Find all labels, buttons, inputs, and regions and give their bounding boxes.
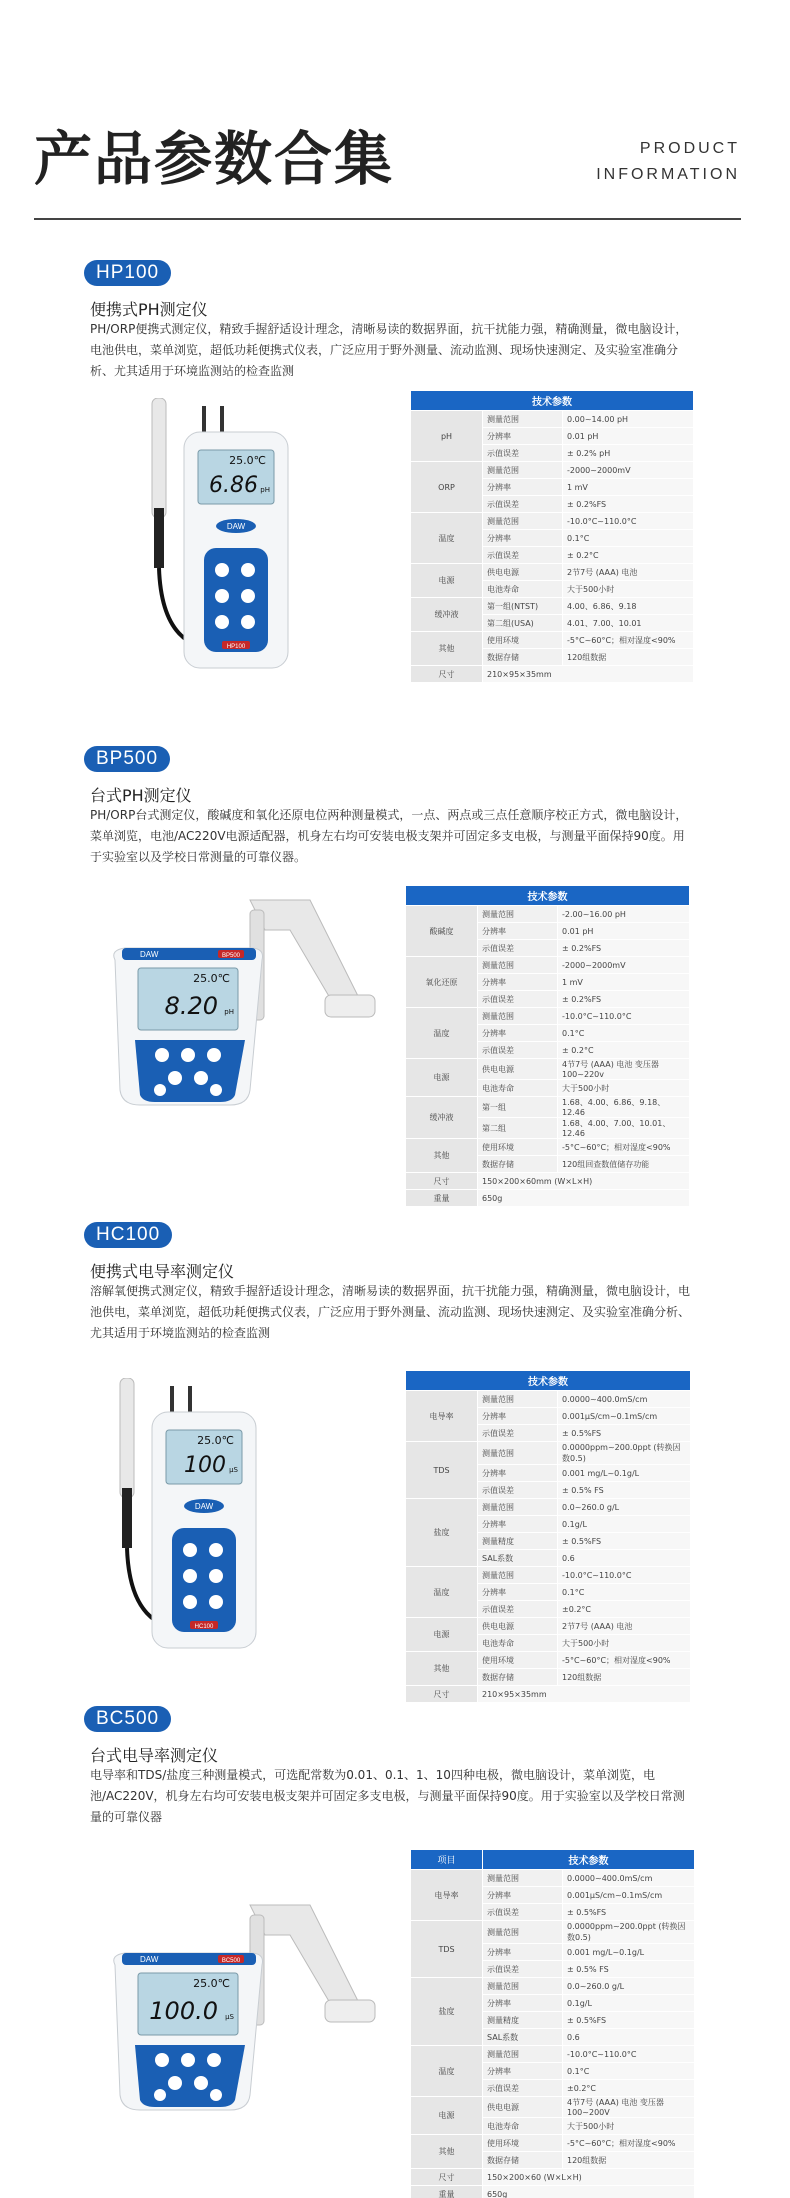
spec-value: ± 0.2%FS <box>558 991 690 1008</box>
spec-row <box>406 1499 691 1516</box>
spec-row <box>411 411 694 428</box>
spec-category: 其他 <box>406 1139 478 1173</box>
spec-category: 缓冲液 <box>411 598 483 632</box>
spec-value: -10.0°C~110.0°C <box>563 513 694 530</box>
spec-value: 0.6 <box>558 1550 691 1567</box>
spec-param: 示值误差 <box>478 1482 558 1499</box>
spec-row <box>411 2097 695 2118</box>
product-description: 溶解氧便携式测定仪，精致手握舒适设计理念，清晰易读的数据界面，抗干扰能力强，精确测量，微电脑设计，电池供电，菜单浏览，超低功耗便携式仪表，广泛应用于野外测量、流动监测、现场快速测定、及实验室准确分析、尤其适用于环境监测站的检查监测 <box>90 1284 691 1340</box>
lcd-temperature: 25.0℃ <box>193 972 230 985</box>
spec-param: 测量范围 <box>483 2046 563 2063</box>
spec-value: 120组回查数值储存功能 <box>558 1156 690 1173</box>
spec-value: 0.1g/L <box>563 1995 695 2012</box>
spec-row <box>406 1059 690 1080</box>
spec-value: 650g <box>483 2186 695 2198</box>
spec-param: 数据存储 <box>478 1156 558 1173</box>
model-label: HP100 <box>226 644 246 650</box>
keypad-button <box>209 1595 223 1609</box>
spec-category: 其他 <box>411 632 483 666</box>
spec-category: 其他 <box>406 1652 478 1686</box>
page-title: 产品参数合集 <box>34 125 395 193</box>
spec-value: 120组数据 <box>563 2152 695 2169</box>
spec-param: 分辨率 <box>478 923 558 940</box>
product-description: PH/ORP台式测定仪，酸碱度和氧化还原电位两种测量模式，一点、两点或三点任意顺序校正方式，微电脑设计，菜单浏览，电池/AC220V电源适配器，机身左右均可安装电极支架并可固定多支电极，与测量平面保持90度。用于实验室以及学校日常测量的可靠仪器。 <box>90 808 688 864</box>
spec-value: -5°C~60°C；相对湿度<90% <box>563 632 694 649</box>
keypad-button <box>194 1071 208 1085</box>
spec-header-item: 项目 <box>411 1850 483 1870</box>
spec-value: ± 0.2%FS <box>563 496 694 513</box>
lcd-reading: 6.86 <box>209 473 258 498</box>
spec-header-title: 技术参数 <box>483 1850 695 1870</box>
spec-param: 测量范围 <box>478 1499 558 1516</box>
spec-row <box>406 1139 690 1156</box>
spec-param: 电池寿命 <box>483 2118 563 2135</box>
spec-category: 电源 <box>406 1618 478 1652</box>
keypad-button <box>168 1071 182 1085</box>
spec-row <box>411 2169 695 2186</box>
spec-param: 测量精度 <box>483 2012 563 2029</box>
product-name: 台式PH测定仪 <box>90 786 192 805</box>
spec-param: 分辨率 <box>478 1584 558 1601</box>
product-image <box>100 890 390 1110</box>
keypad-button <box>241 589 255 603</box>
lcd-unit: μS <box>229 1466 238 1474</box>
spec-category: 温度 <box>406 1008 478 1059</box>
product-badge: HP100 <box>84 260 171 286</box>
spec-param: 第二组 <box>478 1118 558 1139</box>
product-badge: HC100 <box>84 1222 172 1248</box>
spec-header-title: 技术参数 <box>411 391 694 411</box>
spec-param: 测量范围 <box>478 1442 558 1465</box>
spec-param: 测量范围 <box>478 1567 558 1584</box>
spec-value: 0.0000ppm~200.0ppt (转换因数0.5) <box>563 1921 695 1944</box>
spec-param: 数据存储 <box>483 649 563 666</box>
spec-value: 0.001 mg/L~0.1g/L <box>563 1944 695 1961</box>
spec-value: 2节7号 (AAA) 电池 <box>563 564 694 581</box>
electrode-handle <box>122 1488 132 1548</box>
product-badge: BP500 <box>84 746 170 772</box>
spec-param: SAL系数 <box>478 1550 558 1567</box>
spec-value: 0.00~14.00 pH <box>563 411 694 428</box>
spec-param: 供电电源 <box>483 564 563 581</box>
spec-row <box>411 1921 695 1944</box>
spec-value: 0.01 pH <box>563 428 694 445</box>
spec-value: 0.0~260.0 g/L <box>563 1978 695 1995</box>
spec-value: 0.1°C <box>558 1025 690 1042</box>
keypad-button <box>215 615 229 629</box>
spec-value: 4节7号 (AAA) 电池 变压器100~200V <box>563 2097 695 2118</box>
spec-value: -2000~2000mV <box>558 957 690 974</box>
spec-row <box>411 598 694 615</box>
model-label: BC500 <box>221 1958 241 1964</box>
spec-row <box>411 2135 695 2152</box>
keypad-button <box>210 1084 222 1096</box>
spec-header-title: 技术参数 <box>406 1371 691 1391</box>
spec-value: 4.01、7.00、10.01 <box>563 615 694 632</box>
keypad-button <box>241 563 255 577</box>
spec-value: 1 mV <box>563 479 694 496</box>
keypad-button <box>154 1084 166 1096</box>
spec-category: 尺寸 <box>411 2169 483 2186</box>
spec-category: 重量 <box>411 2186 483 2198</box>
spec-category: 缓冲液 <box>406 1097 478 1139</box>
spec-value: 120组数据 <box>558 1669 691 1686</box>
spec-category: 电导率 <box>406 1391 478 1442</box>
spec-param: SAL系数 <box>483 2029 563 2046</box>
spec-value: 1.68、4.00、7.00、10.01、12.46 <box>558 1118 690 1139</box>
spec-param: 测量范围 <box>478 906 558 923</box>
spec-row <box>406 1567 691 1584</box>
spec-category: 酸碱度 <box>406 906 478 957</box>
spec-param: 分辨率 <box>483 1944 563 1961</box>
spec-category: 电源 <box>411 2097 483 2135</box>
spec-value: ± 0.2% pH <box>563 445 694 462</box>
spec-value: 大于500小时 <box>558 1080 690 1097</box>
spec-param: 示值误差 <box>478 1042 558 1059</box>
spec-category: 重量 <box>406 1190 478 1207</box>
spec-param: 分辨率 <box>478 1025 558 1042</box>
spec-param: 示值误差 <box>478 1601 558 1618</box>
spec-param: 使用环境 <box>483 632 563 649</box>
spec-param: 示值误差 <box>483 445 563 462</box>
keypad-button <box>155 1048 169 1062</box>
spec-value: 4节7号 (AAA) 电池 变压器100~220v <box>558 1059 690 1080</box>
keypad-button <box>168 2076 182 2090</box>
spec-value: -5°C~60°C；相对湿度<90% <box>558 1652 691 1669</box>
spec-row <box>406 1008 690 1025</box>
lcd-temperature: 25.0℃ <box>193 1977 230 1990</box>
lcd-temperature: 25.0℃ <box>197 1434 234 1447</box>
spec-value: 0.001μS/cm~0.1mS/cm <box>563 1887 695 1904</box>
spec-value: 0.1°C <box>563 2063 695 2080</box>
spec-row <box>406 1173 690 1190</box>
keypad-button <box>194 2076 208 2090</box>
spec-row <box>406 957 690 974</box>
spec-value: 120组数据 <box>563 649 694 666</box>
spec-category: 盐度 <box>406 1499 478 1567</box>
spec-value: 0.0000ppm~200.0ppt (转换因数0.5) <box>558 1442 691 1465</box>
keypad-button <box>183 1569 197 1583</box>
lcd-temperature: 25.0℃ <box>229 454 266 467</box>
spec-row <box>406 1652 691 1669</box>
spec-category: 电导率 <box>411 1870 483 1921</box>
product-name: 便携式PH测定仪 <box>90 300 208 319</box>
spec-header-title: 技术参数 <box>406 886 690 906</box>
spec-value: 大于500小时 <box>563 2118 695 2135</box>
page-subtitle <box>596 136 740 188</box>
spec-category: 盐度 <box>411 1978 483 2046</box>
spec-table-header <box>411 391 694 411</box>
keypad-button <box>241 615 255 629</box>
keypad-button <box>181 2053 195 2067</box>
lcd-unit: pH <box>224 1008 234 1016</box>
spec-value: 0.001 mg/L~0.1g/L <box>558 1465 691 1482</box>
lcd-reading: 8.20 <box>164 992 218 1020</box>
spec-value: 2节7号 (AAA) 电池 <box>558 1618 691 1635</box>
spec-value: 大于500小时 <box>558 1635 691 1652</box>
spec-param: 测量精度 <box>478 1533 558 1550</box>
spec-param: 示值误差 <box>478 1425 558 1442</box>
spec-param: 使用环境 <box>478 1652 558 1669</box>
spec-param: 示值误差 <box>478 940 558 957</box>
spec-category: 温度 <box>411 513 483 564</box>
spec-param: 使用环境 <box>483 2135 563 2152</box>
keypad-panel <box>172 1528 236 1632</box>
product-badge: BC500 <box>84 1706 171 1732</box>
spec-param: 电池寿命 <box>478 1080 558 1097</box>
spec-param: 示值误差 <box>478 991 558 1008</box>
keypad-button <box>215 589 229 603</box>
spec-row <box>406 1442 691 1465</box>
spec-param: 示值误差 <box>483 547 563 564</box>
spec-value: ± 0.5% FS <box>563 1961 695 1978</box>
spec-param: 第一组 <box>478 1097 558 1118</box>
spec-row <box>411 1870 695 1887</box>
keypad-button <box>210 2089 222 2101</box>
product-description: 电导率和TDS/盐度三种测量模式，可选配常数为0.01、0.1、1、10四种电极，微电脑设计，菜单浏览，电池/AC220V，机身左右均可安装电极支架并可固定多支电极，与测量平面保持90度。用于实验室以及学校日常测量的可靠仪器 <box>90 1768 685 1824</box>
spec-value: -10.0°C~110.0°C <box>558 1008 690 1025</box>
spec-value: 0.1°C <box>558 1584 691 1601</box>
spec-param: 分辨率 <box>483 428 563 445</box>
page-header <box>0 0 790 222</box>
product-image <box>100 1895 390 2110</box>
spec-value: -10.0°C~110.0°C <box>563 2046 695 2063</box>
subtitle-line-2: INFORMATION <box>596 166 740 183</box>
spec-param: 分辨率 <box>478 1408 558 1425</box>
spec-category: pH <box>411 411 483 462</box>
spec-value: 0.0000~400.0mS/cm <box>558 1391 691 1408</box>
keypad-button <box>183 1595 197 1609</box>
keypad-button <box>181 1048 195 1062</box>
spec-param: 电池寿命 <box>483 581 563 598</box>
product-name: 台式电导率测定仪 <box>90 1746 219 1765</box>
electrode-holder <box>325 995 375 1017</box>
spec-param: 数据存储 <box>483 2152 563 2169</box>
spec-value: 0.6 <box>563 2029 695 2046</box>
spec-param: 示值误差 <box>483 496 563 513</box>
spec-value: 0.0000~400.0mS/cm <box>563 1870 695 1887</box>
spec-value: -2000~2000mV <box>563 462 694 479</box>
spec-value: 1 mV <box>558 974 690 991</box>
subtitle-line-1: PRODUCT <box>639 140 740 157</box>
spec-param: 示值误差 <box>483 1961 563 1978</box>
spec-row <box>406 1190 690 1207</box>
electrode-handle <box>154 508 164 568</box>
spec-param: 测量范围 <box>483 1978 563 1995</box>
spec-param: 供电电源 <box>478 1618 558 1635</box>
spec-category: 尺寸 <box>406 1173 478 1190</box>
spec-row <box>406 1097 690 1118</box>
spec-value: 0.01 pH <box>558 923 690 940</box>
spec-category: 电源 <box>411 564 483 598</box>
spec-value: ±0.2°C <box>558 1601 691 1618</box>
spec-value: ± 0.5% FS <box>558 1482 691 1499</box>
spec-param: 示值误差 <box>483 2080 563 2097</box>
spec-param: 分辨率 <box>483 479 563 496</box>
spec-value: ± 0.5%FS <box>563 1904 695 1921</box>
model-label: HC100 <box>194 1624 214 1630</box>
spec-param: 数据存储 <box>478 1669 558 1686</box>
spec-value: 0.1g/L <box>558 1516 691 1533</box>
product-image <box>110 1378 300 1658</box>
spec-value: 4.00、6.86、9.18 <box>563 598 694 615</box>
spec-param: 分辨率 <box>483 1995 563 2012</box>
spec-value: 大于500小时 <box>563 581 694 598</box>
product-image <box>142 398 332 668</box>
spec-category: 电源 <box>406 1059 478 1097</box>
spec-category: 氧化还原 <box>406 957 478 1008</box>
spec-value: ± 0.2°C <box>563 547 694 564</box>
electrode-probe <box>120 1378 134 1498</box>
spec-category: 尺寸 <box>406 1686 478 1703</box>
spec-category: ORP <box>411 462 483 513</box>
spec-param: 示值误差 <box>483 1904 563 1921</box>
spec-param: 分辨率 <box>483 530 563 547</box>
spec-category: TDS <box>411 1921 483 1978</box>
lcd-unit: μS <box>225 2013 234 2021</box>
lcd-reading: 100 <box>184 1453 226 1478</box>
keypad-button <box>207 1048 221 1062</box>
spec-param: 分辨率 <box>483 1887 563 1904</box>
spec-param: 第一组(NTST) <box>483 598 563 615</box>
spec-category: 尺寸 <box>411 666 483 683</box>
spec-value: ± 0.5%FS <box>563 2012 695 2029</box>
brand-name: DAW <box>140 1955 159 1964</box>
model-label: BP500 <box>221 953 241 959</box>
spec-value: 1.68、4.00、6.86、9.18、12.46 <box>558 1097 690 1118</box>
brand-name: DAW <box>140 950 159 959</box>
spec-row <box>411 666 694 683</box>
spec-value: ± 0.5%FS <box>558 1425 691 1442</box>
brand-name: DAW <box>194 1502 214 1511</box>
spec-category: TDS <box>406 1442 478 1499</box>
spec-value: 0.001μS/cm~0.1mS/cm <box>558 1408 691 1425</box>
spec-param: 供电电源 <box>483 2097 563 2118</box>
spec-value: -5°C~60°C；相对湿度<90% <box>558 1139 690 1156</box>
spec-row <box>411 2046 695 2063</box>
spec-category: 温度 <box>406 1567 478 1618</box>
spec-value: 150×200×60 (W×L×H) <box>483 2169 695 2186</box>
spec-param: 使用环境 <box>478 1139 558 1156</box>
spec-row <box>411 462 694 479</box>
keypad-panel <box>204 548 268 652</box>
spec-value: 210×95×35mm <box>483 666 694 683</box>
spec-table <box>410 1849 695 2198</box>
keypad-button <box>207 2053 221 2067</box>
spec-param: 测量范围 <box>483 513 563 530</box>
spec-param: 分辨率 <box>478 1516 558 1533</box>
spec-value: ± 0.5%FS <box>558 1533 691 1550</box>
keypad-button <box>209 1569 223 1583</box>
keypad-button <box>155 2053 169 2067</box>
spec-table-header <box>411 1850 695 1870</box>
spec-param: 第二组(USA) <box>483 615 563 632</box>
spec-value: 210×95×35mm <box>478 1686 691 1703</box>
spec-table <box>410 390 694 683</box>
spec-row <box>406 906 690 923</box>
spec-value: ±0.2°C <box>563 2080 695 2097</box>
spec-param: 供电电源 <box>478 1059 558 1080</box>
spec-param: 分辨率 <box>483 2063 563 2080</box>
spec-param: 测量范围 <box>478 1008 558 1025</box>
lcd-unit: pH <box>260 486 270 494</box>
spec-param: 测量范围 <box>478 1391 558 1408</box>
electrode-holder <box>325 2000 375 2022</box>
spec-param: 分辨率 <box>478 1465 558 1482</box>
spec-param: 测量范围 <box>483 1921 563 1944</box>
spec-row <box>406 1391 691 1408</box>
spec-value: -5°C~60°C；相对湿度<90% <box>563 2135 695 2152</box>
spec-table-header <box>406 1371 691 1391</box>
spec-row <box>411 564 694 581</box>
spec-row <box>411 1978 695 1995</box>
spec-param: 分辨率 <box>478 974 558 991</box>
brand-name: DAW <box>226 522 246 531</box>
product-name: 便携式电导率测定仪 <box>90 1262 235 1281</box>
spec-table-header <box>406 886 690 906</box>
spec-row <box>411 513 694 530</box>
spec-category: 其他 <box>411 2135 483 2169</box>
spec-param: 电池寿命 <box>478 1635 558 1652</box>
spec-value: -2.00~16.00 pH <box>558 906 690 923</box>
spec-table <box>405 1370 691 1703</box>
keypad-button <box>183 1543 197 1557</box>
spec-param: 测量范围 <box>483 1870 563 1887</box>
spec-value: 0.0~260.0 g/L <box>558 1499 691 1516</box>
spec-value: 650g <box>478 1190 690 1207</box>
spec-value: -10.0°C~110.0°C <box>558 1567 691 1584</box>
spec-param: 测量范围 <box>483 411 563 428</box>
spec-row <box>406 1618 691 1635</box>
keypad-button <box>209 1543 223 1557</box>
spec-value: 150×200×60mm (W×L×H) <box>478 1173 690 1190</box>
spec-value: 0.1°C <box>563 530 694 547</box>
product-description: PH/ORP便携式测定仪，精致手握舒适设计理念，清晰易读的数据界面，抗干扰能力强，精确测量，微电脑设计，电池供电，菜单浏览，超低功耗便携式仪表，广泛应用于野外测量、流动监测、现场快速测定、及实验室准确分析、尤其适用于环境监测站的检查监测 <box>90 322 688 378</box>
spec-value: ± 0.2%FS <box>558 940 690 957</box>
spec-param: 测量范围 <box>478 957 558 974</box>
electrode-probe <box>152 398 166 518</box>
spec-row <box>411 2186 695 2198</box>
keypad-button <box>215 563 229 577</box>
spec-value: ± 0.2°C <box>558 1042 690 1059</box>
header-divider <box>34 218 741 220</box>
spec-row <box>411 632 694 649</box>
keypad-button <box>154 2089 166 2101</box>
spec-table <box>405 885 690 1207</box>
spec-row <box>406 1686 691 1703</box>
spec-param: 测量范围 <box>483 462 563 479</box>
spec-category: 温度 <box>411 2046 483 2097</box>
lcd-reading: 100.0 <box>149 1997 218 2025</box>
